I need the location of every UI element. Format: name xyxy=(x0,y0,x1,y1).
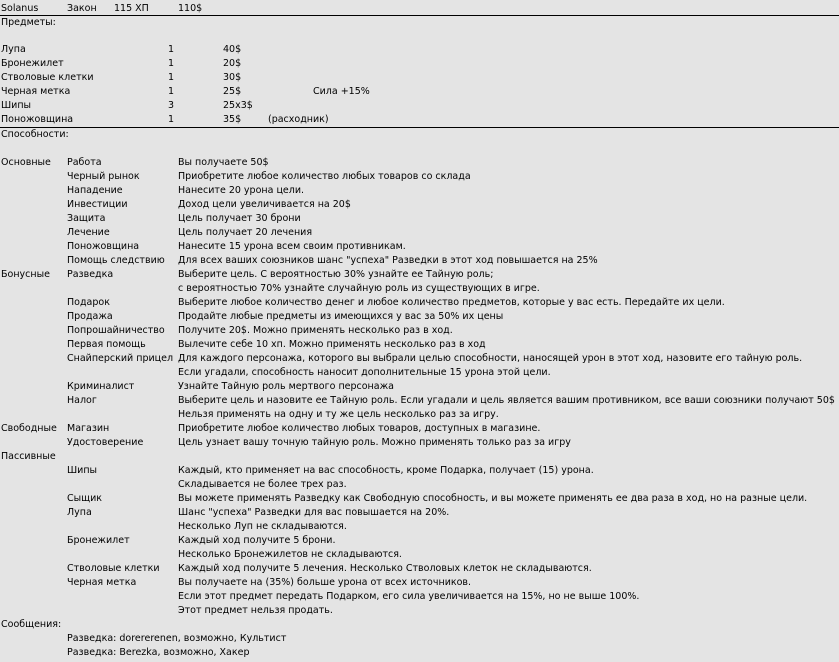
item-row xyxy=(0,99,839,113)
ability-name: Попрошайничество xyxy=(67,325,165,336)
ability-description: Нанесите 20 урона цели. xyxy=(178,185,305,196)
ability-description: Цель получает 20 лечения xyxy=(178,227,313,238)
ability-row xyxy=(0,506,839,520)
item-price: 20$ xyxy=(223,58,242,69)
ability-description: Цель узнает вашу точную тайную роль. Можно применять только раз за игру xyxy=(178,437,571,448)
ability-description: Доход цели увеличивается на 20$ xyxy=(178,199,351,210)
ability-description: Вы получаете на (35%) больше урона от всех источников. xyxy=(178,577,472,588)
ability-description: Выберите любое количество денег и любое количество предметов, которые у вас есть. Передайте их цели. xyxy=(178,297,725,308)
item-name: Лупа xyxy=(1,44,26,55)
ability-row xyxy=(0,310,839,324)
player-money: 110$ xyxy=(178,3,203,14)
ability-category: Основные xyxy=(1,157,51,168)
ability-name: Продажа xyxy=(67,311,113,322)
ability-row xyxy=(0,170,839,184)
ability-category: Пассивные xyxy=(1,451,56,462)
ability-row xyxy=(0,226,839,240)
ability-description: Для всех ваших союзников шанс "успеха" Разведки в этот ход повышается на 25% xyxy=(178,255,598,266)
ability-name: Первая помощь xyxy=(67,339,146,350)
ability-row xyxy=(0,282,839,296)
item-qty: 1 xyxy=(168,86,175,97)
ability-name: Лечение xyxy=(67,227,110,238)
ability-description: Вы можете применять Разведку как Свободную способность, и вы можете применять ее два раза в ход, но на разные цели. xyxy=(178,493,808,504)
ability-row xyxy=(0,212,839,226)
item-name: Шипы xyxy=(1,100,32,111)
item-row xyxy=(0,71,839,85)
ability-row xyxy=(0,198,839,212)
message-row xyxy=(0,632,839,646)
ability-row xyxy=(0,492,839,506)
ability-description: с вероятностью 70% узнайте случайную роль из существующих в игре. xyxy=(178,283,540,294)
ability-description: Каждый ход получите 5 брони. xyxy=(178,535,336,546)
ability-name: Снайперский прицел xyxy=(67,353,174,364)
ability-name: Нападение xyxy=(67,185,123,196)
ability-description: Складывается не более трех раз. xyxy=(178,479,347,490)
ability-row xyxy=(0,380,839,394)
header-row xyxy=(0,2,839,16)
item-name: Поножовщина xyxy=(1,114,74,125)
ability-description: Для каждого персонажа, которого вы выбрали целью способности, наносящей урон в этот ход, назовите его тайную роль. xyxy=(178,353,803,364)
ability-description: Если этот предмет передать Подарком, его сила увеличивается на 15%, но не выше 100%. xyxy=(178,591,640,602)
ability-description: Выберите цель и назовите ее Тайную роль. Если угадали и цель является вашим противником, все ваши союзники получают 50$ xyxy=(178,395,835,406)
ability-name: Поножовщина xyxy=(67,241,140,252)
player-hp: 115 ХП xyxy=(114,3,149,14)
ability-description: Получите 20$. Можно применять несколько раз в ход. xyxy=(178,325,453,336)
ability-row xyxy=(0,562,839,576)
item-name: Бронежилет xyxy=(1,58,64,69)
ability-row xyxy=(0,324,839,338)
items-section-title xyxy=(0,16,839,30)
ability-name: Сыщик xyxy=(67,493,102,504)
ability-description: Этот предмет нельзя продать. xyxy=(178,605,333,616)
ability-name: Шипы xyxy=(67,465,98,476)
ability-category: Бонусные xyxy=(1,269,50,280)
item-qty: 1 xyxy=(168,58,175,69)
ability-name: Налог xyxy=(67,395,97,406)
ability-name: Стволовые клетки xyxy=(67,563,160,574)
item-row xyxy=(0,113,839,127)
ability-description: Приобретите любое количество любых товаров, доступных в магазине. xyxy=(178,423,541,434)
ability-name: Инвестиции xyxy=(67,199,128,210)
ability-description: Нельзя применять на одну и ту же цель несколько раз за игру. xyxy=(178,409,499,420)
ability-row xyxy=(0,576,839,590)
messages-title-text: Сообщения: xyxy=(1,619,62,630)
ability-description: Цель получает 30 брони xyxy=(178,213,301,224)
item-qty: 1 xyxy=(168,72,175,83)
ability-description: Приобретите любое количество любых товаров со склада xyxy=(178,171,471,182)
ability-row xyxy=(0,478,839,492)
ability-name: Черный рынок xyxy=(67,171,140,182)
ability-row xyxy=(0,366,839,380)
ability-description: Если угадали, способность наносит дополнительные 15 урона этой цели. xyxy=(178,367,551,378)
player-name: Solanus xyxy=(1,3,39,14)
ability-name: Защита xyxy=(67,213,106,224)
item-price: 40$ xyxy=(223,44,242,55)
ability-row xyxy=(0,548,839,562)
message-row xyxy=(0,646,839,660)
ability-row xyxy=(0,338,839,352)
ability-category: Свободные xyxy=(1,423,57,434)
ability-row xyxy=(0,534,839,548)
ability-row xyxy=(0,268,839,282)
ability-row xyxy=(0,590,839,604)
abilities-title-text: Способности: xyxy=(1,129,69,140)
item-price: 25x3$ xyxy=(223,100,253,111)
ability-row xyxy=(0,296,839,310)
ability-description: Шанс "успеха" Разведки для вас повышается на 20%. xyxy=(178,507,450,518)
ability-row xyxy=(0,464,839,478)
item-name: Черная метка xyxy=(1,86,71,97)
ability-row xyxy=(0,394,839,408)
message-text: Разведка: Berezka, возможно, Хакер xyxy=(67,647,250,658)
ability-name: Разведка xyxy=(67,269,114,280)
ability-description: Каждый ход получите 5 лечения. Несколько Стволовых клеток не складываются. xyxy=(178,563,592,574)
ability-row xyxy=(0,436,839,450)
ability-name: Магазин xyxy=(67,423,110,434)
ability-name: Подарок xyxy=(67,297,110,308)
ability-name: Помощь следствию xyxy=(67,255,165,266)
item-note: (расходник) xyxy=(268,114,329,125)
ability-description: Каждый, кто применяет на вас способность, кроме Подарка, получает (15) урона. xyxy=(178,465,594,476)
ability-name: Бронежилет xyxy=(67,535,130,546)
abilities-section-title xyxy=(0,128,839,142)
messages-section-title xyxy=(0,618,839,632)
ability-description: Узнайте Тайную роль мертвого персонажа xyxy=(178,381,394,392)
ability-name: Лупа xyxy=(67,507,92,518)
items-title-text: Предметы: xyxy=(1,17,56,28)
ability-name: Криминалист xyxy=(67,381,135,392)
ability-name: Удостоверение xyxy=(67,437,144,448)
ability-row xyxy=(0,254,839,268)
ability-description: Несколько Бронежилетов не складываются. xyxy=(178,549,402,560)
item-qty: 1 xyxy=(168,114,175,125)
item-row xyxy=(0,85,839,99)
ability-row xyxy=(0,408,839,422)
item-row xyxy=(0,43,839,57)
ability-row xyxy=(0,422,839,436)
item-note: Сила +15% xyxy=(313,86,370,97)
ability-row xyxy=(0,240,839,254)
ability-row xyxy=(0,520,839,534)
item-price: 30$ xyxy=(223,72,242,83)
item-qty: 1 xyxy=(168,44,175,55)
ability-description: Вылечите себе 10 хп. Можно применять несколько раз в ход xyxy=(178,339,486,350)
ability-row xyxy=(0,352,839,366)
ability-row xyxy=(0,450,839,464)
ability-description: Нанесите 15 урона всем своим противникам. xyxy=(178,241,406,252)
item-price: 25$ xyxy=(223,86,242,97)
ability-description: Выберите цель. С вероятностью 30% узнайте ее Тайную роль; xyxy=(178,269,494,280)
item-row xyxy=(0,57,839,71)
ability-row xyxy=(0,156,839,170)
message-text: Разведка: dorererenen, возможно, Культист xyxy=(67,633,287,644)
item-name: Стволовые клетки xyxy=(1,72,94,83)
ability-name: Черная метка xyxy=(67,577,137,588)
ability-description: Вы получаете 50$ xyxy=(178,157,269,168)
ability-row xyxy=(0,604,839,618)
ability-name: Работа xyxy=(67,157,102,168)
item-price: 35$ xyxy=(223,114,242,125)
ability-row xyxy=(0,184,839,198)
ability-description: Продайте любые предметы из имеющихся у вас за 50% их цены xyxy=(178,311,504,322)
ability-description: Несколько Луп не складываются. xyxy=(178,521,347,532)
item-qty: 3 xyxy=(168,100,175,111)
player-role: Закон xyxy=(67,3,97,14)
